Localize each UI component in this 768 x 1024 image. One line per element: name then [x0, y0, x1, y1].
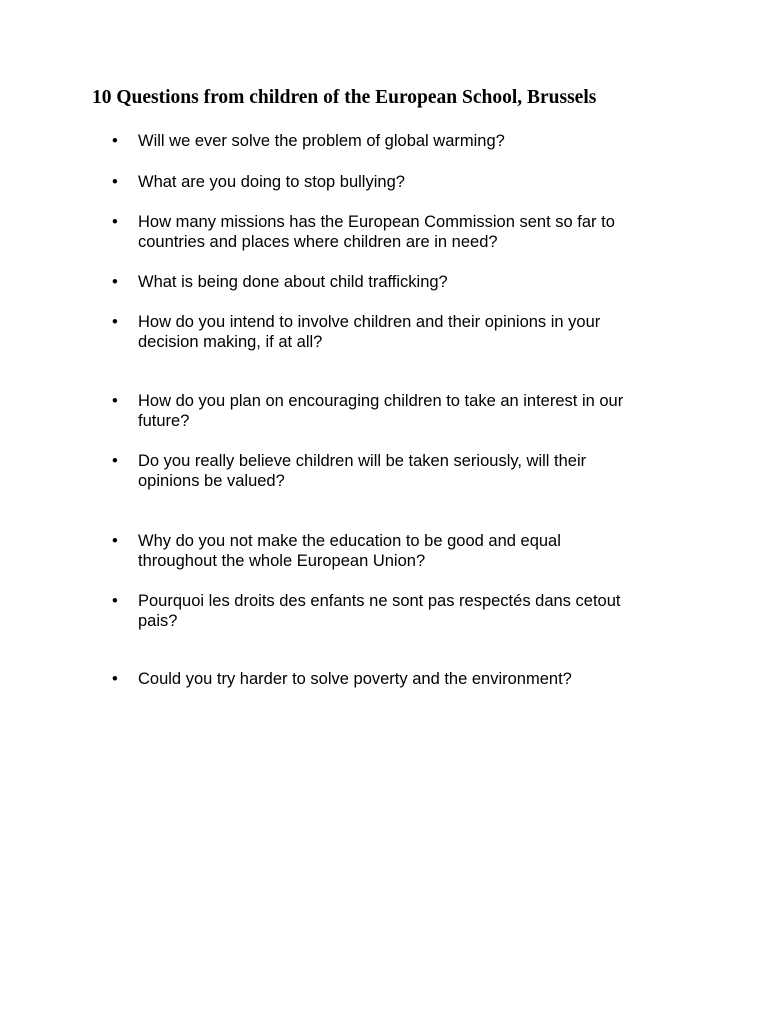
list-item: [112, 212, 712, 252]
list-item: [112, 272, 712, 292]
list-item: [112, 531, 712, 571]
question-line: future?: [138, 412, 190, 430]
bullet-icon: •: [112, 173, 118, 191]
list-item: [112, 391, 712, 431]
page-title: 10 Questions from children of the European School, Brussels: [92, 87, 597, 108]
list-item: [112, 172, 712, 192]
list-item: [112, 312, 712, 352]
question-line: How do you plan on encouraging children to take an interest in our: [138, 392, 624, 410]
list-item: [112, 669, 712, 689]
question-line: Could you try harder to solve poverty and the environment?: [138, 670, 572, 688]
question-line: Do you really believe children will be taken seriously, will their: [138, 452, 587, 470]
list-item: [112, 451, 712, 491]
question-line: How do you intend to involve children and their opinions in your: [138, 313, 601, 331]
question-line: What is being done about child trafficking?: [138, 273, 448, 291]
bullet-icon: •: [112, 532, 118, 550]
bullet-icon: •: [112, 452, 118, 470]
bullet-icon: •: [112, 213, 118, 231]
bullet-icon: •: [112, 670, 118, 688]
question-line: Why do you not make the education to be good and equal: [138, 532, 561, 550]
question-line: throughout the whole European Union?: [138, 552, 426, 570]
bullet-icon: •: [112, 313, 118, 331]
question-line: decision making, if at all?: [138, 333, 323, 351]
list-item: [112, 591, 712, 631]
question-line: How many missions has the European Commission sent so far to: [138, 213, 615, 231]
question-line: Pourquoi les droits des enfants ne sont pas respectés dans cetout: [138, 592, 621, 610]
list-item: [112, 131, 712, 151]
question-line: opinions be valued?: [138, 472, 285, 490]
question-line: countries and places where children are in need?: [138, 233, 498, 251]
bullet-icon: •: [112, 392, 118, 410]
question-line: pais?: [138, 612, 178, 630]
question-line: Will we ever solve the problem of global warming?: [138, 132, 505, 150]
bullet-icon: •: [112, 273, 118, 291]
bullet-icon: •: [112, 592, 118, 610]
bullet-icon: •: [112, 132, 118, 150]
question-line: What are you doing to stop bullying?: [138, 173, 405, 191]
